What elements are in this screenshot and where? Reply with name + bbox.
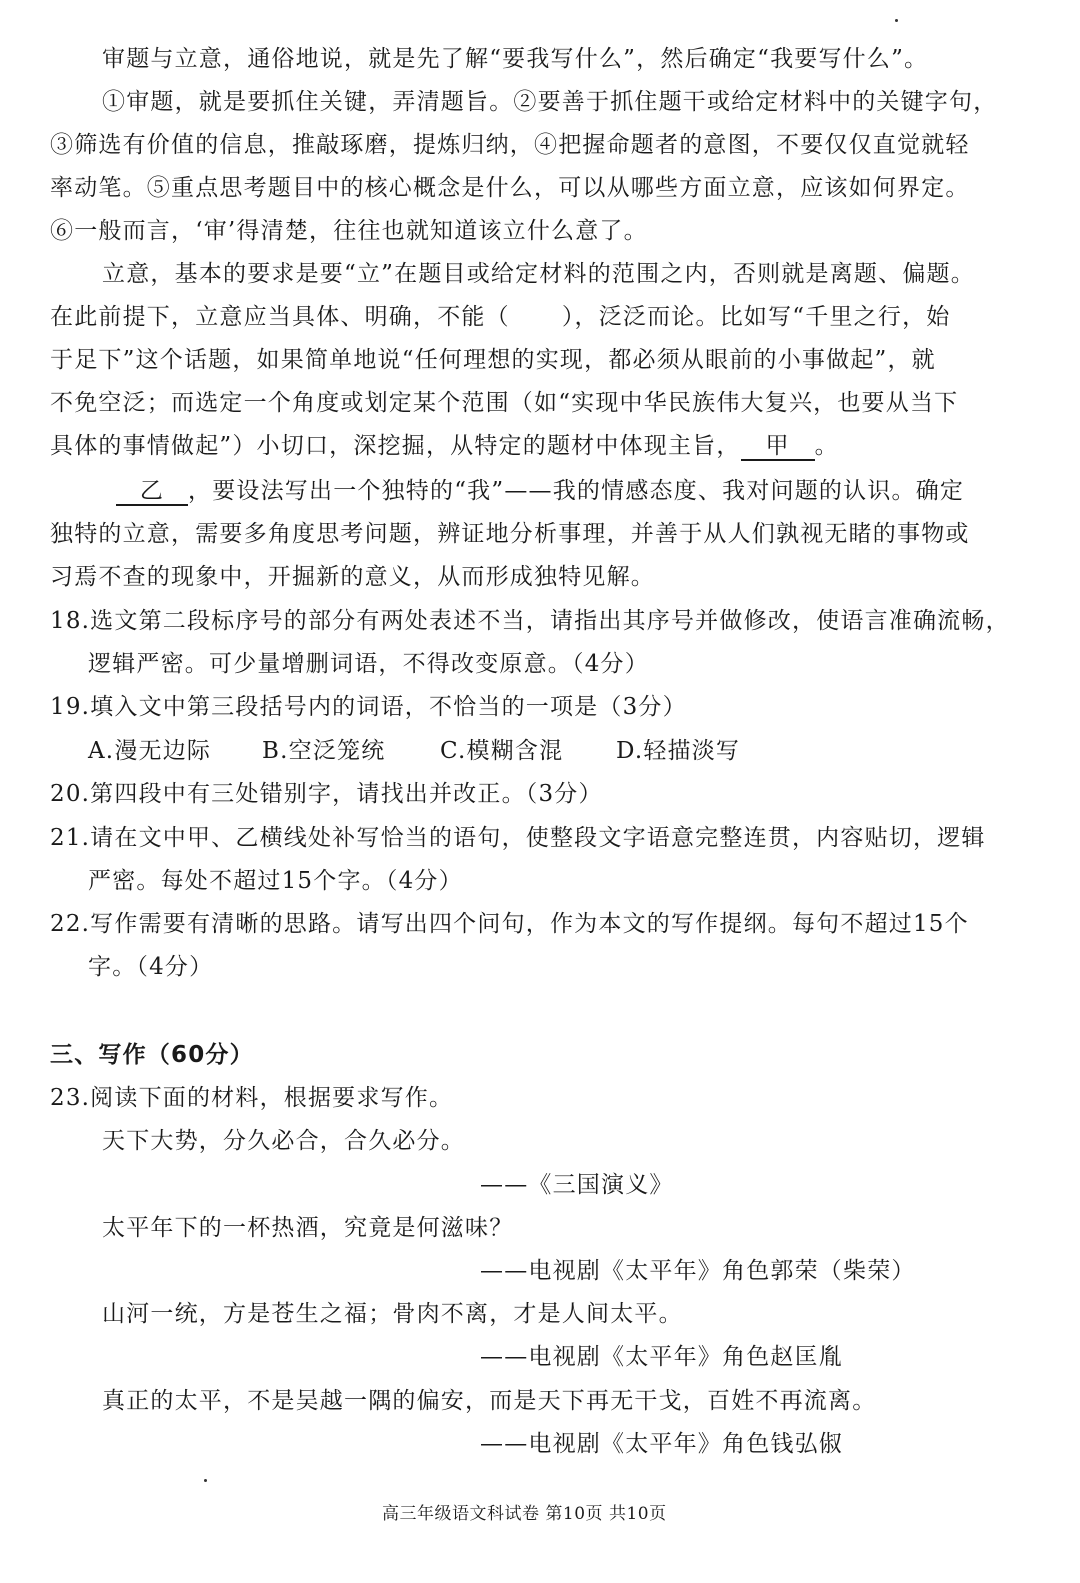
passage-paragraph-1: 审题与立意，通俗地说，就是先了解“要我写什么”，然后确定“我要写什么”。: [102, 46, 929, 72]
quote-2-source: ——电视剧《太平年》角色郭荣（柴荣）: [480, 1258, 916, 1284]
scan-speck: [204, 1479, 207, 1482]
passage-paragraph-3-line-5: [50, 431, 839, 461]
question-19-option-c: C.模糊含混: [440, 738, 564, 764]
quote-3-text: 山河一统，方是苍生之福；骨肉不离，才是人间太平。: [102, 1301, 683, 1327]
question-19-option-d: D.轻描淡写: [616, 738, 741, 764]
blank-yi: 乙: [116, 478, 188, 506]
question-21-line-2: 严密。每处不超过15个字。（4分）: [88, 868, 463, 894]
passage-paragraph-3-line-1: 立意，基本的要求是要“立”在题目或给定材料的范围之内，否则就是离题、偏题。: [102, 261, 975, 287]
passage-paragraph-2-line-3: 率动笔。⑤重点思考题目中的核心概念是什么，可以从哪些方面立意，应该如何界定。: [50, 175, 970, 201]
quote-4-text: 真正的太平，不是吴越一隅的偏安，而是天下再无干戈，百姓不再流离。: [102, 1388, 877, 1414]
quote-3-source: ——电视剧《太平年》角色赵匡胤: [480, 1344, 843, 1370]
passage-paragraph-2-line-1: ①审题，就是要抓住关键，弄清题旨。②要善于抓住题干或给定材料中的关键字句，: [102, 89, 998, 115]
question-22-line-1: 22.写作需要有清晰的思路。请写出四个问句，作为本文的写作提纲。每句不超过15个: [50, 911, 969, 937]
passage-paragraph-4-line-3: 习焉不查的现象中，开掘新的意义，从而形成独特见解。: [50, 564, 655, 590]
paragraph-3-text-before-blank: 在此前提下，立意应当具体、明确，不能（: [50, 304, 510, 330]
passage-paragraph-3-line-2: [50, 302, 950, 332]
paragraph-4-text-after-yi: ，要设法写出一个独特的“我”——我的情感态度、我对问题的认识。确定: [188, 478, 965, 504]
question-23: 23.阅读下面的材料，根据要求写作。: [50, 1085, 454, 1111]
blank-jia: 甲: [741, 433, 815, 461]
passage-paragraph-4-line-1: [116, 476, 964, 506]
question-20: 20.第四段中有三处错别字，请找出并改正。（3分）: [50, 781, 603, 807]
passage-paragraph-4-line-2: 独特的立意，需要多角度思考问题，辨证地分析事理，并善于从人们孰视无睹的事物或: [50, 521, 970, 547]
question-22-line-2: 字。（4分）: [88, 954, 214, 980]
passage-paragraph-3-line-3: 于足下”这个话题，如果简单地说“任何理想的实现，都必须从眼前的小事做起”，就: [50, 347, 936, 373]
paragraph-3-text-before-jia: 具体的事情做起”）小切口，深挖掘，从特定的题材中体现主旨，: [50, 433, 741, 459]
question-21-line-1: 21.请在文中甲、乙横线处补写恰当的语句，使整段文字语意完整连贯，内容贴切，逻辑: [50, 825, 986, 851]
paragraph-3-text-after-blank: ），泛泛而论。比如写“千里之行，始: [561, 304, 951, 330]
quote-4-source: ——电视剧《太平年》角色钱弘俶: [480, 1431, 843, 1457]
question-18-line-2: 逻辑严密。可少量增删词语，不得改变原意。（4分）: [88, 651, 649, 677]
passage-paragraph-3-line-4: 不免空泛；而选定一个角度或划定某个范围（如“实现中华民族伟大复兴，也要从当下: [50, 390, 959, 416]
quote-1-source: ——《三国演义》: [480, 1172, 674, 1198]
passage-paragraph-2-line-4: ⑥一般而言，‘审’得清楚，往往也就知道该立什么意了。: [50, 218, 648, 244]
question-18-line-1: 18.选文第二段标序号的部分有两处表述不当，请指出其序号并做修改，使语言准确流畅，: [50, 608, 1010, 634]
question-19-option-a: A.漫无边际: [88, 738, 212, 764]
paragraph-3-end: 。: [814, 433, 839, 459]
page-footer: 高三年级语文科试卷 第10页 共10页: [382, 1504, 667, 1524]
question-19: 19.填入文中第三段括号内的词语，不恰当的一项是（3分）: [50, 694, 687, 720]
section-3-title: 三、写作（60分）: [50, 1042, 254, 1068]
question-19-option-b: B.空泛笼统: [262, 738, 386, 764]
passage-paragraph-2-line-2: ③筛选有价值的信息，推敲琢磨，提炼归纳，④把握命题者的意图，不要仅仅直觉就轻: [50, 132, 970, 158]
scan-speck: [895, 19, 898, 22]
quote-1-text: 天下大势，分久必合，合久必分。: [102, 1128, 465, 1154]
quote-2-text: 太平年下的一杯热酒，究竟是何滋味？: [102, 1215, 514, 1241]
